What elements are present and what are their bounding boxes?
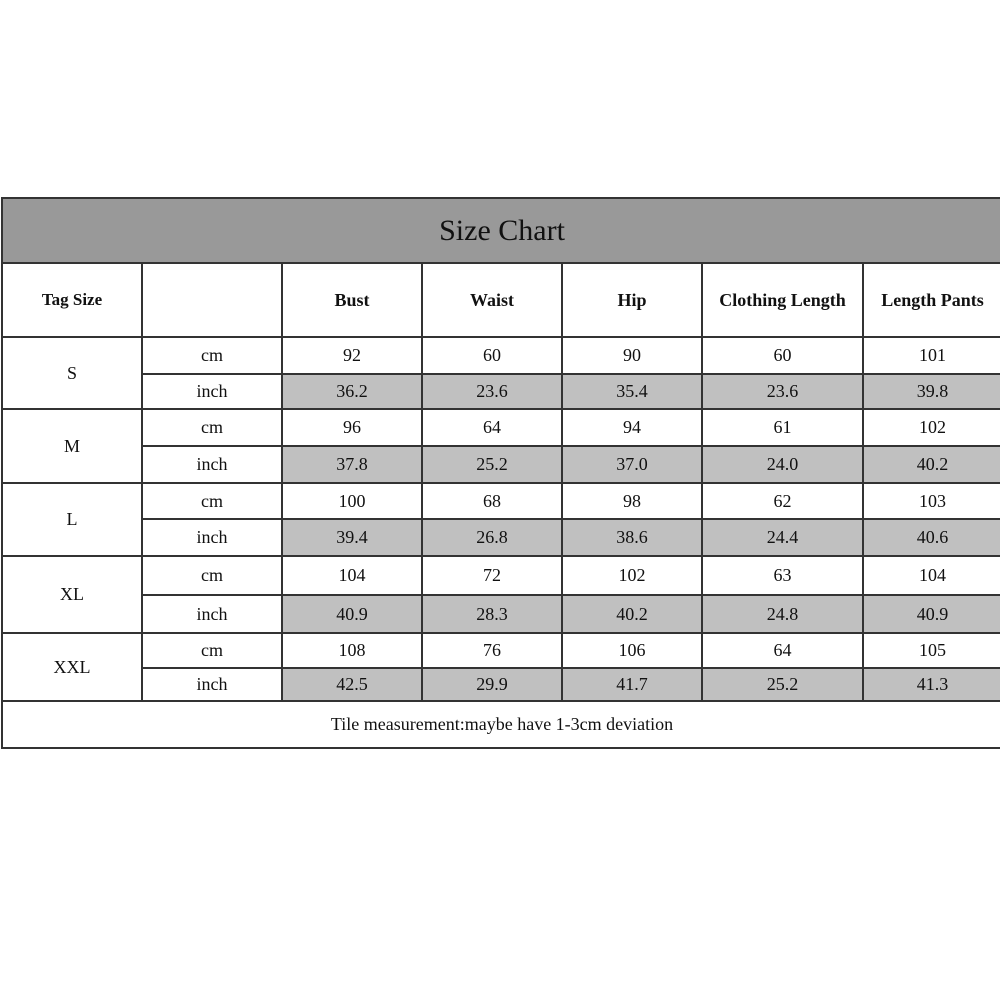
tag-size-cell: XXL — [2, 633, 142, 701]
table-row — [2, 409, 1000, 446]
value-cell: 40.6 — [863, 519, 1000, 556]
unit-cell: cm — [142, 556, 282, 595]
value-cell: 38.6 — [562, 519, 702, 556]
table-row — [2, 519, 1000, 556]
value-cell: 39.4 — [282, 519, 422, 556]
tag-size-cell: XL — [2, 556, 142, 633]
header-tag-size: Tag Size — [2, 263, 142, 337]
value-cell: 92 — [282, 337, 422, 374]
chart-title: Size Chart — [2, 198, 1000, 263]
header-unit — [142, 263, 282, 337]
header-length-pants: Length Pants — [863, 263, 1000, 337]
unit-cell: inch — [142, 668, 282, 701]
value-cell: 104 — [282, 556, 422, 595]
value-cell: 37.0 — [562, 446, 702, 483]
size-chart-table — [1, 197, 1000, 749]
value-cell: 76 — [422, 633, 562, 668]
value-cell: 63 — [702, 556, 863, 595]
table-row — [2, 446, 1000, 483]
value-cell: 72 — [422, 556, 562, 595]
value-cell: 98 — [562, 483, 702, 519]
tag-size-cell: L — [2, 483, 142, 556]
value-cell: 39.8 — [863, 374, 1000, 409]
value-cell: 40.9 — [282, 595, 422, 633]
value-cell: 41.7 — [562, 668, 702, 701]
value-cell: 36.2 — [282, 374, 422, 409]
tag-size-cell: S — [2, 337, 142, 409]
header-hip: Hip — [562, 263, 702, 337]
value-cell: 68 — [422, 483, 562, 519]
value-cell: 106 — [562, 633, 702, 668]
unit-cell: inch — [142, 519, 282, 556]
value-cell: 61 — [702, 409, 863, 446]
value-cell: 96 — [282, 409, 422, 446]
value-cell: 40.9 — [863, 595, 1000, 633]
value-cell: 42.5 — [282, 668, 422, 701]
unit-cell: cm — [142, 409, 282, 446]
header-waist: Waist — [422, 263, 562, 337]
unit-cell: cm — [142, 633, 282, 668]
value-cell: 24.4 — [702, 519, 863, 556]
value-cell: 90 — [562, 337, 702, 374]
value-cell: 64 — [702, 633, 863, 668]
value-cell: 37.8 — [282, 446, 422, 483]
value-cell: 102 — [562, 556, 702, 595]
table-row — [2, 595, 1000, 633]
value-cell: 64 — [422, 409, 562, 446]
measurement-note: Tile measurement:maybe have 1-3cm deviation — [2, 701, 1000, 748]
value-cell: 103 — [863, 483, 1000, 519]
unit-cell: inch — [142, 374, 282, 409]
unit-cell: inch — [142, 595, 282, 633]
value-cell: 24.0 — [702, 446, 863, 483]
value-cell: 41.3 — [863, 668, 1000, 701]
header-row — [2, 263, 1000, 337]
table-row — [2, 337, 1000, 374]
header-bust: Bust — [282, 263, 422, 337]
value-cell: 60 — [422, 337, 562, 374]
table-row — [2, 483, 1000, 519]
value-cell: 25.2 — [422, 446, 562, 483]
value-cell: 28.3 — [422, 595, 562, 633]
unit-cell: cm — [142, 337, 282, 374]
value-cell: 62 — [702, 483, 863, 519]
value-cell: 35.4 — [562, 374, 702, 409]
table-row — [2, 556, 1000, 595]
value-cell: 25.2 — [702, 668, 863, 701]
value-cell: 40.2 — [562, 595, 702, 633]
value-cell: 60 — [702, 337, 863, 374]
unit-cell: inch — [142, 446, 282, 483]
header-clothing-length: Clothing Length — [702, 263, 863, 337]
value-cell: 23.6 — [422, 374, 562, 409]
table-row — [2, 633, 1000, 668]
value-cell: 104 — [863, 556, 1000, 595]
value-cell: 94 — [562, 409, 702, 446]
unit-cell: cm — [142, 483, 282, 519]
footer-row — [2, 701, 1000, 748]
value-cell: 108 — [282, 633, 422, 668]
value-cell: 23.6 — [702, 374, 863, 409]
value-cell: 40.2 — [863, 446, 1000, 483]
table-row — [2, 668, 1000, 701]
table-row — [2, 374, 1000, 409]
value-cell: 101 — [863, 337, 1000, 374]
value-cell: 29.9 — [422, 668, 562, 701]
tag-size-cell: M — [2, 409, 142, 483]
value-cell: 24.8 — [702, 595, 863, 633]
value-cell: 100 — [282, 483, 422, 519]
value-cell: 26.8 — [422, 519, 562, 556]
value-cell: 105 — [863, 633, 1000, 668]
value-cell: 102 — [863, 409, 1000, 446]
